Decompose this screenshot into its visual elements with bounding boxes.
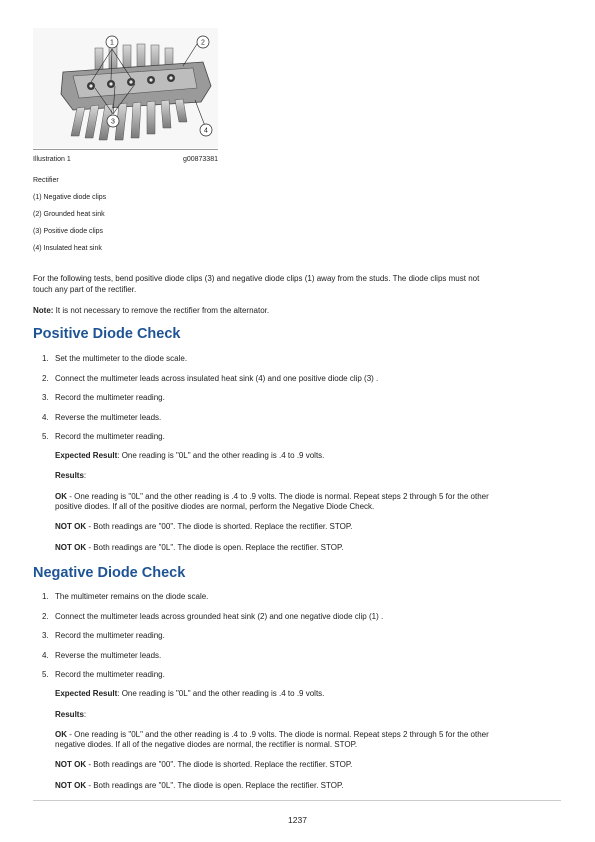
step-text: Connect the multimeter leads across insulated heat sink (4) and one positive diode clip (3) . bbox=[55, 373, 379, 383]
positive-ok-result bbox=[55, 492, 560, 512]
results-colon: : bbox=[83, 710, 87, 719]
negative-ok-result bbox=[55, 730, 560, 750]
list-item bbox=[33, 669, 553, 689]
step-number: 1. bbox=[42, 354, 49, 363]
list-item bbox=[33, 611, 553, 631]
step-number: 5. bbox=[42, 670, 49, 679]
callout-4-label: 4 bbox=[204, 127, 208, 135]
step-text: Set the multimeter to the diode scale. bbox=[55, 354, 188, 363]
ok-text-line-2: negative diodes. If all of the negative diodes are normal, the rectifier is normal. STOP. bbox=[55, 740, 358, 749]
not-ok-text: - Both readings are "0L". The diode is open. Replace the rectifier. STOP. bbox=[86, 543, 344, 552]
expected-result-text: : One reading is "0L" and the other reading is .4 to .9 volts. bbox=[117, 451, 325, 460]
not-ok-label: NOT OK bbox=[55, 522, 87, 531]
list-item bbox=[33, 630, 553, 650]
step-text: Record the multimeter reading. bbox=[55, 631, 165, 640]
list-item bbox=[33, 373, 553, 393]
figure-legend bbox=[33, 176, 106, 261]
legend-item: (2) Grounded heat sink bbox=[33, 211, 105, 218]
positive-steps-list bbox=[33, 353, 553, 451]
negative-steps-list bbox=[33, 591, 553, 689]
ok-text-line-1: - One reading is "0L" and the other reading is .4 to .9 volts. The diode is normal. Repeat steps 2 through 5 for the other bbox=[67, 492, 489, 501]
illustration-number: Illustration 1 bbox=[33, 156, 71, 163]
note-label: Note: bbox=[33, 306, 54, 315]
callout-1-label: 1 bbox=[110, 39, 114, 47]
list-item bbox=[33, 431, 553, 451]
positive-diode-heading: Positive Diode Check bbox=[33, 326, 181, 342]
step-number: 2. bbox=[42, 611, 49, 621]
list-item bbox=[33, 650, 553, 670]
step-text: Record the multimeter reading. bbox=[55, 670, 165, 679]
list-item bbox=[33, 392, 553, 412]
figure-title: Rectifier bbox=[33, 177, 59, 184]
negative-results-heading bbox=[55, 710, 560, 720]
list-item bbox=[33, 353, 553, 373]
intro-line-1: For the following tests, bend positive diode clips (3) and negative diode clips (1) away from the studs. The diode clips must not bbox=[33, 274, 480, 283]
step-text: Record the multimeter reading. bbox=[55, 393, 165, 402]
list-item bbox=[33, 591, 553, 611]
negative-expected-result bbox=[55, 689, 560, 699]
not-ok-text: - Both readings are "0L". The diode is open. Replace the rectifier. STOP. bbox=[86, 781, 344, 790]
not-ok-label: NOT OK bbox=[55, 781, 87, 790]
rectifier-photo bbox=[33, 28, 218, 148]
not-ok-text: - Both readings are "00". The diode is shorted. Replace the rectifier. STOP. bbox=[86, 522, 353, 531]
note-paragraph bbox=[33, 305, 553, 316]
callout-2-label: 2 bbox=[201, 39, 205, 47]
step-number: 2. bbox=[42, 373, 49, 383]
rectifier-illustration bbox=[33, 28, 218, 148]
figure-divider bbox=[33, 149, 218, 150]
not-ok-label: NOT OK bbox=[55, 760, 87, 769]
not-ok-text: - Both readings are "00". The diode is shorted. Replace the rectifier. STOP. bbox=[86, 760, 353, 769]
list-item bbox=[33, 412, 553, 432]
results-label: Results bbox=[55, 471, 84, 480]
legend-item: (4) Insulated heat sink bbox=[33, 245, 102, 252]
intro-paragraph bbox=[33, 273, 553, 295]
step-text: The multimeter remains on the diode scale. bbox=[55, 592, 209, 601]
results-colon: : bbox=[83, 471, 87, 480]
step-text: Connect the multimeter leads across grounded heat sink (2) and one negative diode clip (1) . bbox=[55, 611, 384, 621]
negative-not-ok-open bbox=[55, 781, 560, 791]
step-text: Reverse the multimeter leads. bbox=[55, 412, 162, 422]
expected-result-label: Expected Result bbox=[55, 451, 118, 460]
step-number: 4. bbox=[42, 412, 49, 422]
page-number: 1237 bbox=[288, 815, 307, 825]
intro-line-2: touch any part of the rectifier. bbox=[33, 285, 137, 294]
expected-result-label: Expected Result bbox=[55, 689, 118, 698]
positive-not-ok-open bbox=[55, 543, 560, 553]
ok-label: OK bbox=[55, 492, 67, 501]
step-number: 3. bbox=[42, 393, 49, 402]
step-number: 4. bbox=[42, 650, 49, 660]
positive-expected-result bbox=[55, 451, 560, 461]
note-text: It is not necessary to remove the rectifier from the alternator. bbox=[53, 306, 270, 315]
ok-label: OK bbox=[55, 730, 67, 739]
footer-divider bbox=[33, 800, 561, 801]
ok-text-line-1: - One reading is "0L" and the other reading is .4 to .9 volts. The diode is normal. Repeat steps 2 through 5 for the other bbox=[67, 730, 489, 739]
step-number: 3. bbox=[42, 631, 49, 640]
step-number: 5. bbox=[42, 432, 49, 441]
legend-item: (3) Positive diode clips bbox=[33, 228, 104, 235]
negative-not-ok-shorted bbox=[55, 760, 560, 770]
ok-text-line-2: positive diodes. If all of the positive diodes are normal, perform the Negative Diode Check. bbox=[55, 502, 375, 511]
step-number: 1. bbox=[42, 592, 49, 601]
step-text: Record the multimeter reading. bbox=[55, 432, 165, 441]
graphic-id: g00873381 bbox=[182, 156, 218, 163]
expected-result-text: : One reading is "0L" and the other reading is .4 to .9 volts. bbox=[117, 689, 325, 698]
not-ok-label: NOT OK bbox=[55, 543, 87, 552]
results-label: Results bbox=[55, 710, 84, 719]
figure-caption bbox=[33, 156, 218, 163]
callout-3-label: 3 bbox=[111, 118, 115, 126]
legend-item: (1) Negative diode clips bbox=[33, 194, 107, 201]
positive-not-ok-shorted bbox=[55, 522, 560, 532]
step-text: Reverse the multimeter leads. bbox=[55, 650, 162, 660]
positive-results-heading bbox=[55, 471, 560, 481]
negative-diode-heading: Negative Diode Check bbox=[33, 565, 186, 581]
